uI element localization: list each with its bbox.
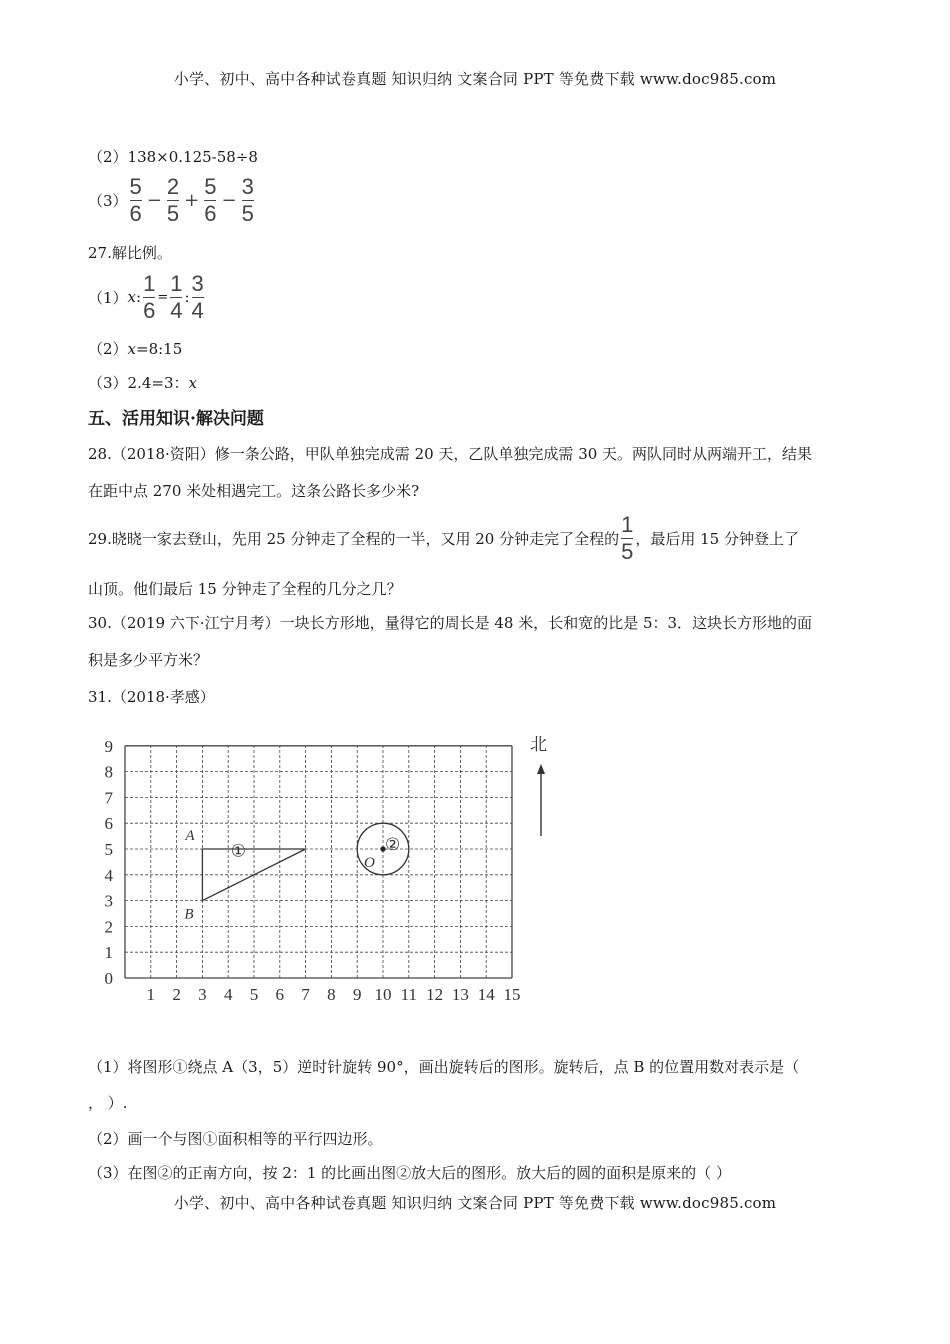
x-tick-label: 7 — [301, 985, 310, 1004]
y-tick-label: 3 — [104, 891, 113, 911]
q29-line2: 山顶。他们最后 15 分钟走了全程的几分之几？ — [88, 580, 402, 598]
figure-shapes — [184, 823, 408, 922]
q26-op-2: + — [184, 189, 200, 211]
y-tick-label: 1 — [104, 943, 113, 963]
x-tick-label: 5 — [249, 985, 259, 1004]
x-tick-label: 14 — [477, 985, 495, 1004]
y-tick-label: 5 — [104, 840, 113, 859]
y-tick-label: 9 — [104, 736, 113, 756]
q27-item1-eq: = — [157, 289, 169, 305]
q27-item1-colon: : — [136, 288, 142, 306]
q29-line1 — [88, 512, 799, 564]
x-tick-label: 4 — [223, 985, 233, 1004]
label-o: O — [364, 855, 375, 871]
q31-sub1-line2: ， ）. — [88, 1094, 128, 1112]
q27-item3-prefix: （3）2.4=3： — [88, 374, 189, 392]
q27-item3-var: x — [188, 374, 197, 392]
x-tick-label: 10 — [374, 985, 392, 1004]
q29-line1-before: 29.晓晓一家去登山，先用 25 分钟走了全程的一半，又用 20 分钟走完了全程的 — [88, 529, 620, 548]
x-tick-label: 6 — [275, 985, 285, 1004]
y-tick-label: 2 — [104, 917, 113, 937]
q30-line2: 积是多少平方米？ — [88, 651, 209, 669]
y-tick-label: 6 — [104, 814, 113, 834]
label-b: B — [184, 906, 194, 923]
q27-item2-var: x — [127, 340, 137, 358]
q27-item1-colon-2: : — [184, 288, 190, 306]
tick-labels — [105, 737, 521, 1004]
q27-item2 — [88, 338, 182, 359]
q26-frac-1: $\frac{5}{6}$ — [129, 173, 142, 226]
x-tick-label: 13 — [451, 985, 469, 1004]
q26-item2: （2）138×0.125-58÷8 — [88, 148, 258, 166]
q26-item3 — [88, 175, 256, 225]
y-tick-label: 8 — [104, 762, 113, 782]
y-tick-label: 4 — [104, 865, 113, 885]
q31-grid-figure — [90, 720, 570, 1010]
q27-item3 — [88, 372, 197, 393]
q26-item3-prefix: （3） — [88, 191, 128, 210]
x-tick-label: 11 — [400, 985, 417, 1004]
q27-item2-rest: =8:15 — [136, 340, 183, 358]
shape-2-label: ② — [385, 835, 401, 854]
q28-line2: 在距中点 270 米处相遇完工。这条公路长多少米? — [88, 482, 420, 500]
q26-frac-2: $\frac{2}{5}$ — [166, 173, 180, 226]
q27-item2-prefix: （2） — [88, 340, 128, 358]
q27-frac-2: $\frac{1}{4}$ — [170, 270, 183, 323]
q30-line1: 30.（2019 六下·江宁月考）一块长方形地，量得它的周长是 48 米，长和宽的比是 5：3．这块长方形地的面 — [88, 614, 813, 632]
y-tick-label: 0 — [104, 969, 113, 988]
q29-frac: $\frac{1}{5}$ — [621, 511, 634, 564]
q28-line1: 28.（2018·资阳）修一条公路，甲队单独完成需 20 天，乙队单独完成需 30 天。两队同时从两端开工，结果 — [88, 445, 813, 463]
q27-frac-1: $\frac{1}{6}$ — [143, 270, 156, 323]
x-tick-label: 3 — [198, 985, 207, 1004]
north-arrow-head — [537, 764, 545, 774]
grid-lines — [125, 746, 512, 978]
q31-sub2: （2）画一个与图①面积相等的平行四边形。 — [88, 1130, 383, 1148]
q29-line1-after: ，最后用 15 分钟登上了 — [635, 529, 799, 548]
x-tick-label: 12 — [426, 985, 444, 1004]
x-tick-label: 8 — [327, 985, 336, 1004]
q26-op-1: − — [146, 189, 162, 211]
shape-1-label: ① — [230, 841, 247, 861]
q26-frac-3: $\frac{5}{6}$ — [204, 173, 217, 226]
x-tick-label: 2 — [172, 985, 181, 1004]
q31-sub3: （3）在图②的正南方向，按 2：1 的比画出图②放大后的图形。放大后的圆的面积是原来的（ ） — [88, 1164, 731, 1182]
q27-item1-prefix: （1） — [88, 288, 128, 307]
x-tick-label: 15 — [503, 985, 521, 1004]
q31-sub1-line1: （1）将图形①绕点 A（3，5）逆时针旋转 90°，画出旋转后的图形。旋转后，点 B 的位置用数对表示是（ — [88, 1058, 800, 1076]
q26-op-3: − — [221, 189, 237, 211]
page-footer: 小学、初中、高中各种试卷真题 知识归纳 文案合同 PPT 等免费下载 www.doc985.com — [173, 1194, 777, 1212]
q26-frac-4: $\frac{3}{5}$ — [241, 173, 254, 226]
q27-frac-3: $\frac{3}{4}$ — [191, 270, 204, 323]
section-5-heading: 五、活用知识·解决问题 — [88, 409, 264, 429]
q31-title: 31.（2018·孝感） — [88, 688, 215, 706]
north-indicator — [530, 735, 547, 836]
x-tick-label: 1 — [146, 985, 156, 1004]
north-label: 北 — [530, 735, 547, 754]
page-header: 小学、初中、高中各种试卷真题 知识归纳 文案合同 PPT 等免费下载 www.doc985.com — [173, 70, 777, 88]
q27-item1-var: x — [127, 288, 137, 306]
x-tick-label: 9 — [352, 985, 362, 1004]
label-a: A — [185, 828, 195, 844]
y-tick-label: 7 — [104, 788, 113, 808]
q27-title: 27.解比例。 — [88, 244, 172, 262]
q27-item1 — [88, 272, 206, 322]
